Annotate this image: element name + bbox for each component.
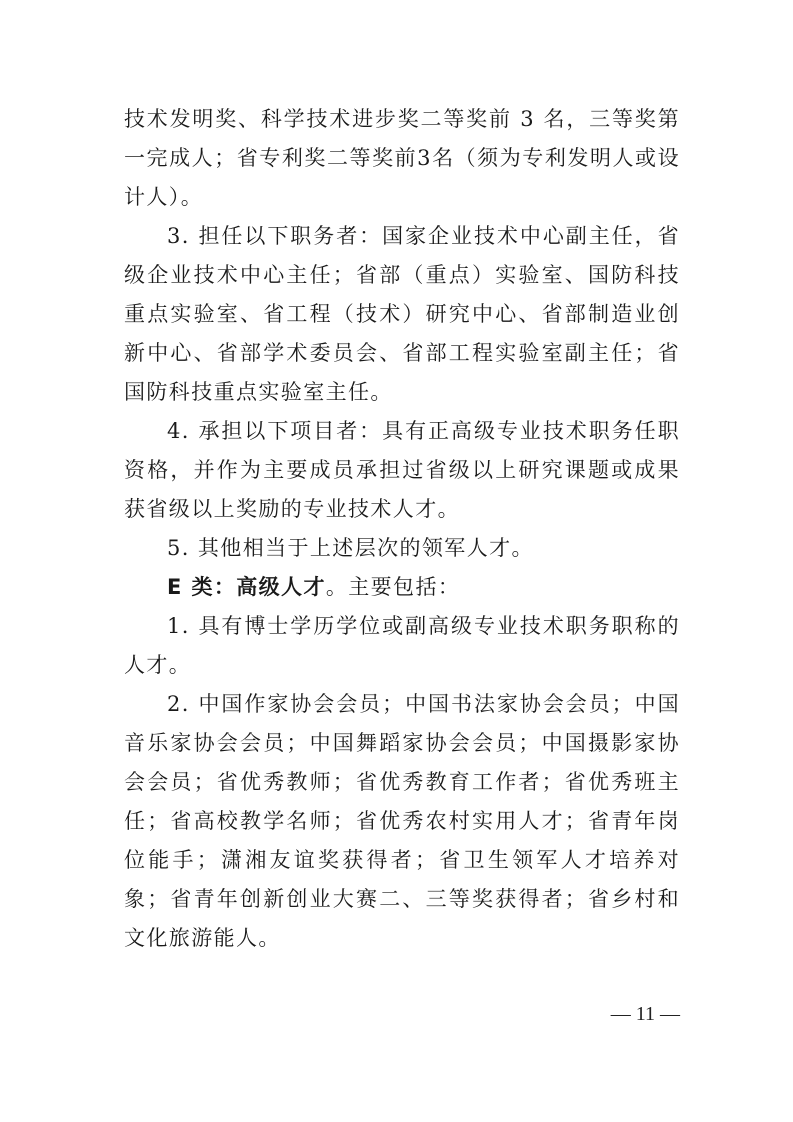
document-body: [124, 100, 680, 958]
paragraph-item-5-other: 5. 其他相当于上述层次的领军人才。: [167, 536, 534, 560]
paragraph-e-item-2: 2. 中国作家协会会员；中国书法家协会会员；中国音乐家协会会员；中国舞蹈家协会会员；中国摄影家协会会员；省优秀教师；省优秀教育工作者；省优秀班主任；省高校教学名师；省优秀农村实用人才；省青年岗位能手；潇湘友谊奖获得者；省卫生领军人才培养对象；省青年创新创业大赛二、三等奖获得者；省乡村和文化旅游能人。: [124, 692, 680, 950]
paragraph-e-item-1: 1. 具有博士学历学位或副高级专业技术职务职称的人才。: [124, 614, 680, 677]
section-label-e: E 类：高级人才: [167, 575, 326, 599]
paragraph-award-criteria: 技术发明奖、科学技术进步奖二等奖前 3 名，三等奖第一完成人；省专利奖二等奖前3名（须为专利发明人或设计人）。: [124, 107, 680, 209]
page-number: — 11 —: [610, 1003, 680, 1025]
paragraph-item-3-positions: 3. 担任以下职务者：国家企业技术中心副主任，省级企业技术中心主任；省部（重点）实验室、国防科技重点实验室、省工程（技术）研究中心、省部制造业创新中心、省部学术委员会、省部工程实验室副主任；省国防科技重点实验室主任。: [124, 224, 680, 404]
section-heading-e: [124, 568, 680, 607]
paragraph-item-4-projects: 4. 承担以下项目者：具有正高级专业技术职务任职资格，并作为主要成员承担过省级以上研究课题或成果获省级以上奖励的专业技术人才。: [124, 419, 680, 521]
section-heading-rest: 。主要包括：: [325, 575, 461, 599]
